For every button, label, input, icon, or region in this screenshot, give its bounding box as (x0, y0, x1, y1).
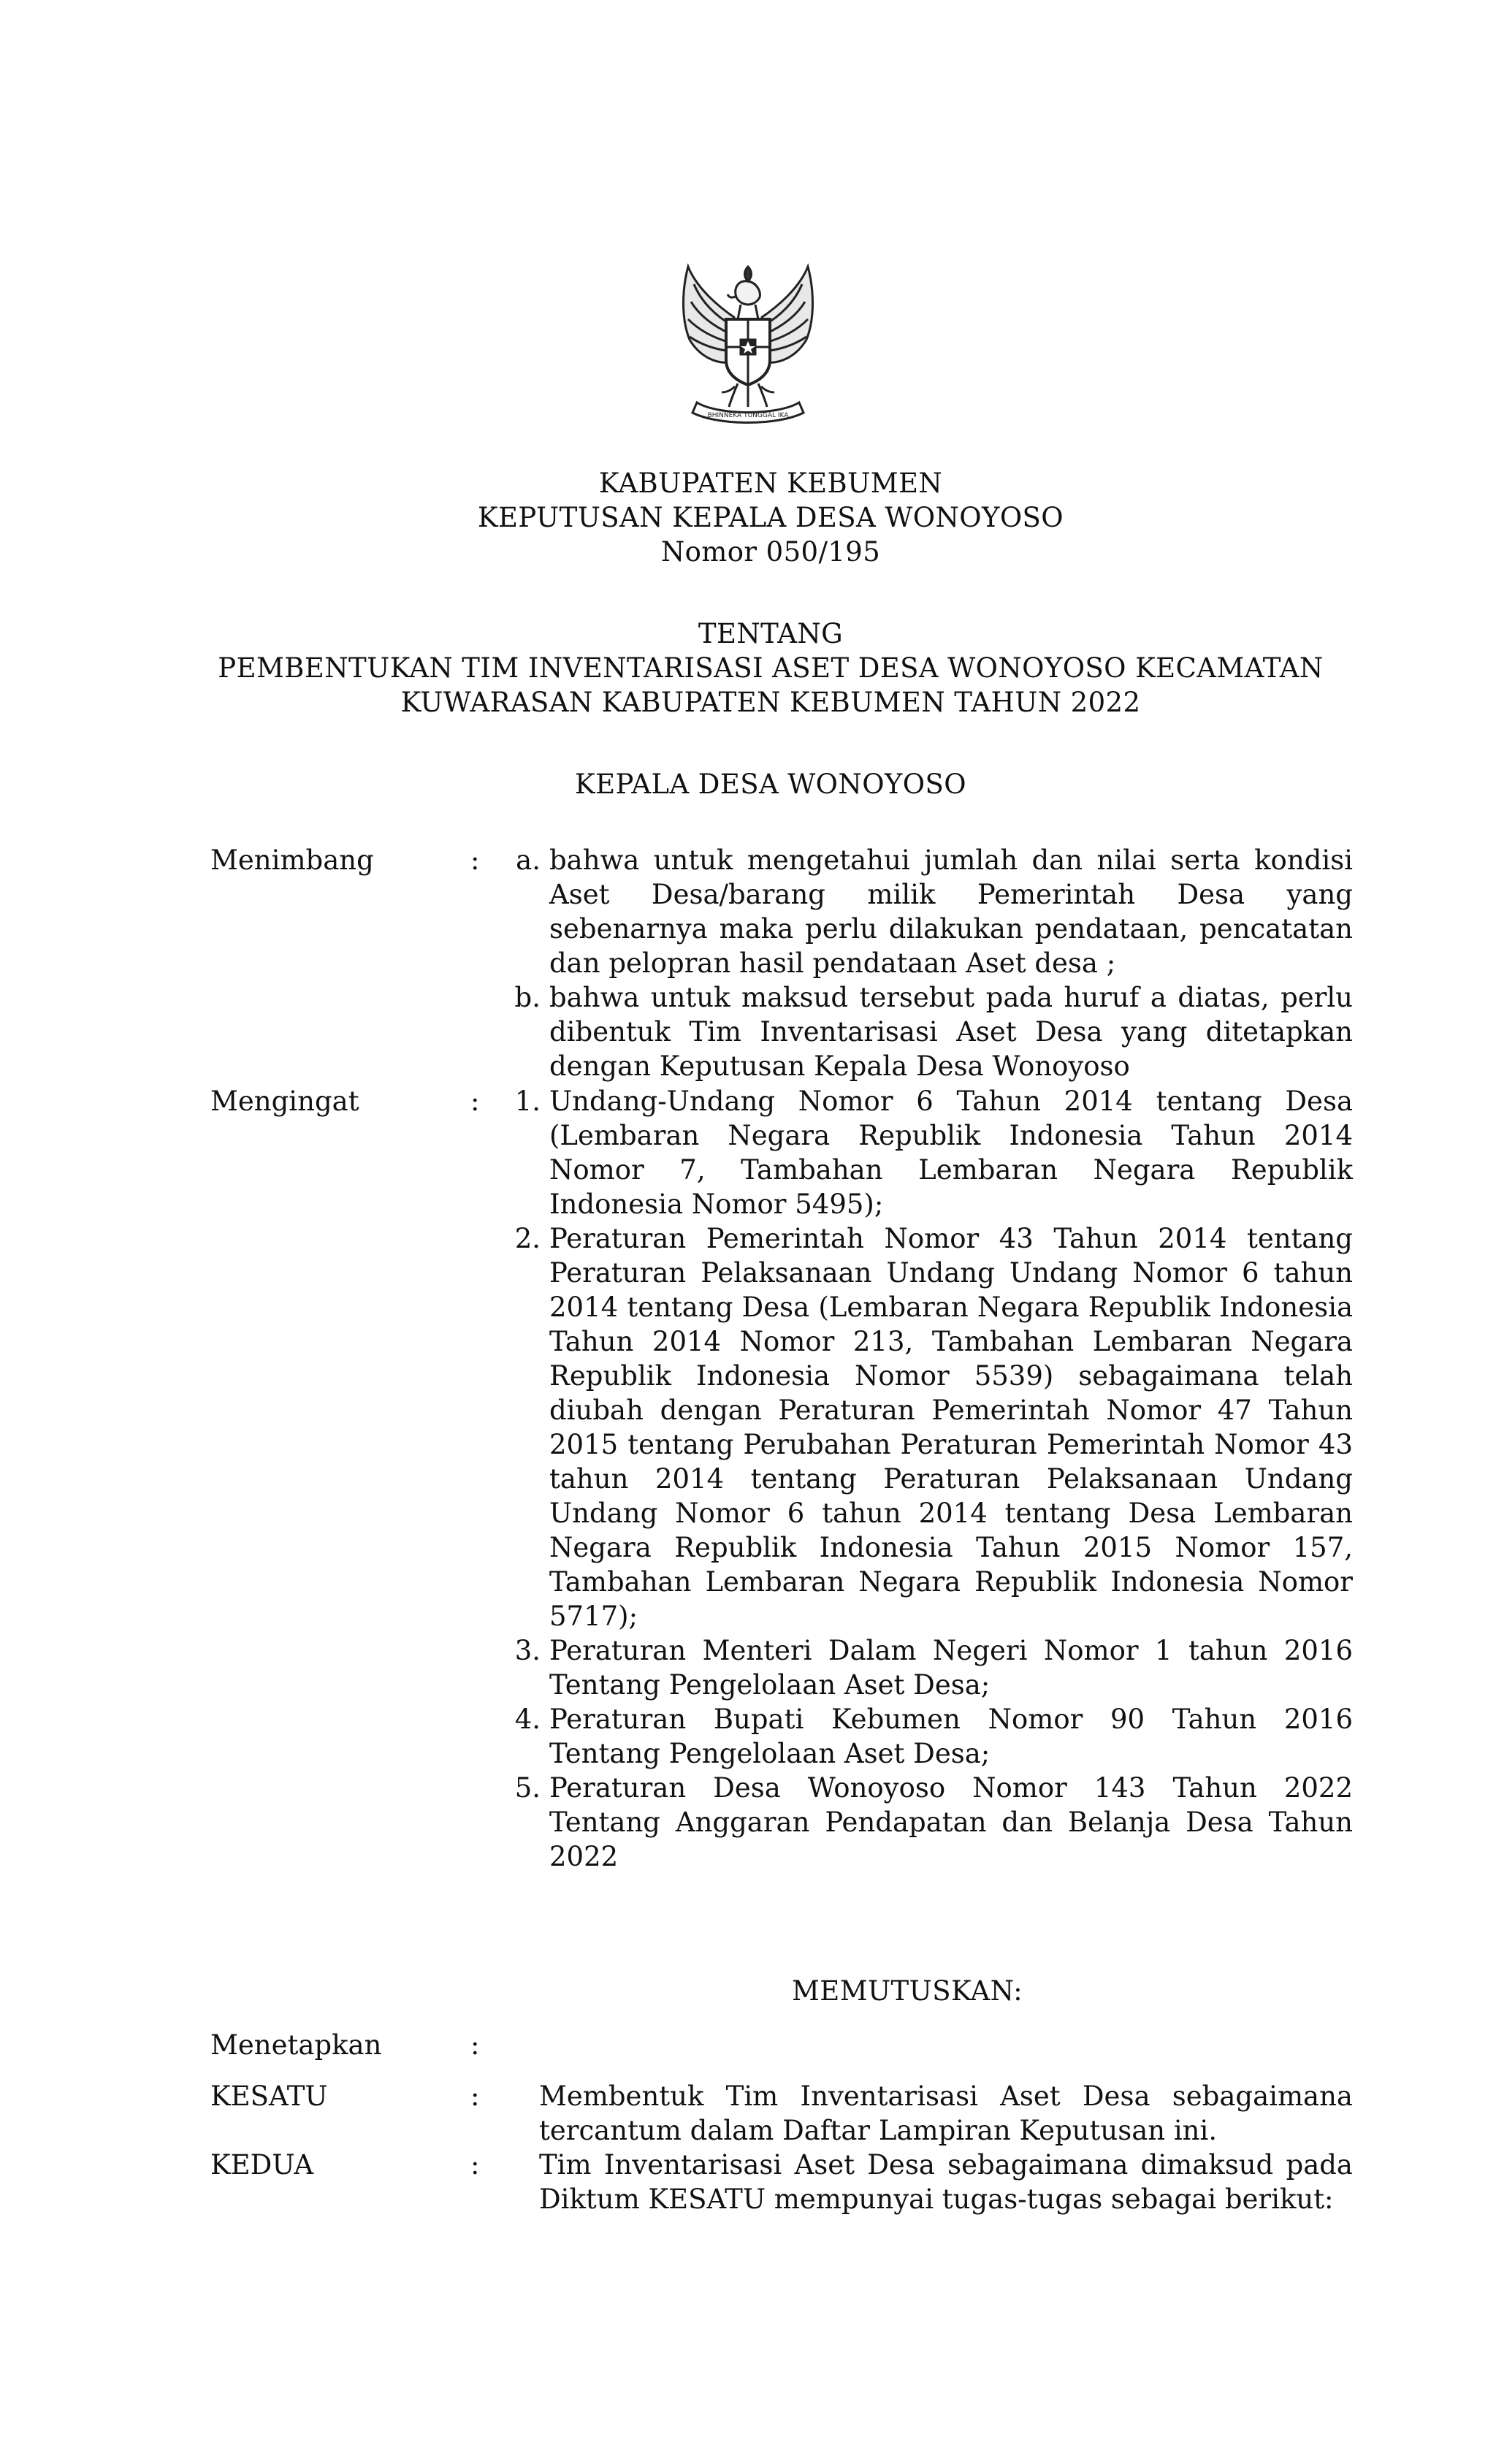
colon: : (470, 844, 480, 876)
item-text: Peraturan Bupati Kebumen Nomor 90 Tahun 2016 Tentang Pengelolaan Aset Desa; (549, 1704, 1353, 1769)
regency-name: KABUPATEN KEBUMEN (598, 468, 943, 499)
colon: : (470, 2149, 480, 2181)
decree-subject (146, 617, 1395, 720)
colon: : (470, 2029, 480, 2061)
item-marker: a. (516, 844, 541, 876)
item-text: Undang-Undang Nomor 6 Tahun 2014 tentang Desa (Lembaran Negara Republik Indonesia Tahun 2014 Nomor 7, Tambahan Lembaran Negara Republik Indonesia Nomor 5495); (549, 1086, 1353, 1220)
menetapkan-label: Menetapkan (210, 2029, 382, 2061)
mengingat-label: Mengingat (210, 1086, 359, 1117)
item-marker: 3. (514, 1635, 541, 1666)
item-text: Peraturan Desa Wonoyoso Nomor 143 Tahun 2022 Tentang Anggaran Pendapatan dan Belanja Desa Tahun 2022 (549, 1772, 1353, 1872)
item-text: Peraturan Menteri Dalam Negeri Nomor 1 tahun 2016 Tentang Pengelolaan Aset Desa; (549, 1635, 1353, 1701)
issuing-official (146, 767, 1395, 801)
document-header (146, 466, 1395, 569)
tentang-label: TENTANG (698, 618, 844, 649)
colon: : (470, 2080, 480, 2112)
official-title: KEPALA DESA WONOYOSO (575, 768, 966, 800)
decree-number: Nomor 050/195 (660, 536, 881, 568)
menimbang-label: Menimbang (210, 844, 374, 876)
item-text: bahwa untuk maksud tersebut pada huruf a diatas, perlu dibentuk Tim Inventarisasi Aset Desa yang ditetapkan dengan Keputusan Kepala Desa Wonoyoso (549, 982, 1353, 1082)
colon: : (470, 1086, 480, 1117)
item-marker: 1. (514, 1086, 541, 1117)
kesatu-label: KESATU (210, 2080, 328, 2112)
decree-title: KEPUTUSAN KEPALA DESA WONOYOSO (477, 502, 1064, 533)
item-marker: 4. (514, 1704, 541, 1735)
kedua-label: KEDUA (210, 2149, 314, 2181)
item-marker: 5. (514, 1772, 541, 1804)
memutuskan-heading: MEMUTUSKAN: (792, 1975, 1023, 2007)
kesatu-text: Membentuk Tim Inventarisasi Aset Desa sebagaimana tercantum dalam Daftar Lampiran Keputusan ini. (539, 2080, 1353, 2146)
emblem-motto: BHINNEKA TUNGGAL IKA (707, 412, 789, 419)
item-text: Peraturan Pemerintah Nomor 43 Tahun 2014 tentang Peraturan Pelaksanaan Undang Undang Nomor 6 tahun 2014 tentang Desa (Lembaran Negara Republik Indonesia Tahun 2014 Nomor 213, Tambahan Lembaran Negara Republik Indonesia Nomor 5539) sebagaimana telah diubah dengan Peraturan Pemerintah Nomor 47 Tahun 2015 tentang Perubahan Peraturan Pemerintah Nomor 43 tahun 2014 tentang Peraturan Pelaksanaan Undang Undang Nomor 6 tahun 2014 tentang Desa Lembaran Negara Republik Indonesia Tahun 2015 Nomor 157, Tambahan Lembaran Negara Republik Indonesia Nomor 5717); (549, 1223, 1353, 1632)
subject-line-2: KUWARASAN KABUPATEN KEBUMEN TAHUN 2022 (400, 687, 1141, 718)
kedua-text: Tim Inventarisasi Aset Desa sebagaimana dimaksud pada Diktum KESATU mempunyai tugas-tugas sebagai berikut: (539, 2149, 1353, 2215)
item-text: bahwa untuk mengetahui jumlah dan nilai serta kondisi Aset Desa/barang milik Pemerintah Desa yang sebenarnya maka perlu dilakukan pendataan, pencatatan dan pelopran hasil pendataan Aset desa ; (549, 844, 1353, 979)
item-marker: b. (514, 982, 541, 1013)
subject-line-1: PEMBENTUKAN TIM INVENTARISASI ASET DESA WONOYOSO KECAMATAN (218, 652, 1324, 684)
item-marker: 2. (514, 1223, 541, 1254)
garuda-emblem-icon (668, 237, 828, 431)
